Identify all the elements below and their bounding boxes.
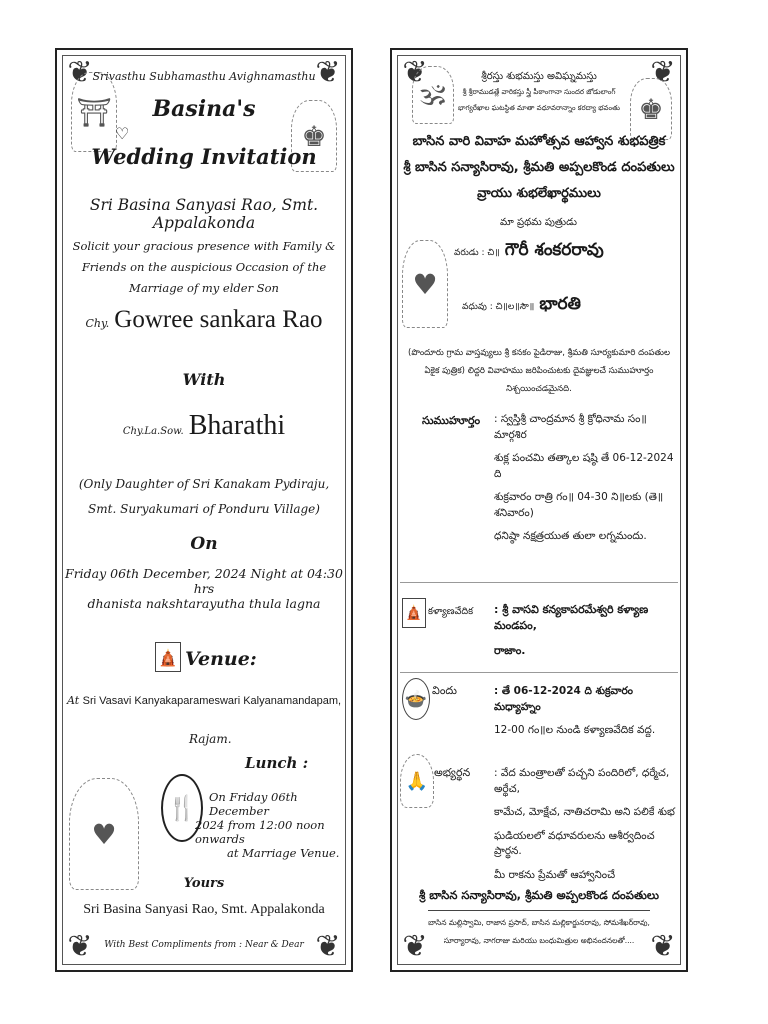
te-bride-name: భారతి	[539, 294, 581, 314]
te-verse2: భాగ్యరేఖాల ఘటస్థిత మాతా వధూవరాన్నాం కరద్యా భవంతు	[458, 104, 620, 112]
bride-line	[57, 410, 351, 442]
te-muhurtham-line4: ధనిష్ఠా నక్షత్రయుత తులా లగ్నమందు.	[494, 530, 647, 542]
ornament-corner-icon: ❦	[650, 55, 676, 90]
te-bride-line	[462, 294, 581, 318]
english-invitation-card	[55, 48, 353, 972]
te-invite-label: అభ్యర్థన	[434, 766, 471, 779]
te-venue-line1: : శ్రీ వాసవి కన్యకాపరమేశ్వరి కళ్యాణ మండపం,	[494, 603, 649, 632]
groom-line	[57, 306, 351, 334]
ornament-corner-icon: ❦	[402, 929, 428, 964]
heart-icon: ♡	[115, 124, 130, 143]
te-invite-line4: మీ రాకను ప్రేమతో ఆహ్వానించే	[494, 868, 616, 881]
te-venue-label: కళ్యాణవేదిక	[428, 606, 474, 617]
venue-name: Sri Vasavi Kanyakaparameswari Kalyanamandapam,	[82, 695, 342, 707]
te-muhurtham-line1: : స్వస్తిశ్రీ చాంద్రమాన శ్రీ క్రోధినామ సం॥ మార్గశిర	[494, 413, 647, 441]
title-line2: Wedding Invitation	[91, 144, 317, 169]
te-muhurtham-line3: శుక్రవారం రాత్రి గం॥ 04-30 ని॥లకు (తె॥ శనివారం)	[494, 491, 664, 519]
te-invite-line3: ఘడియలలో వధూవరులను ఆశీర్వదించ ప్రార్థన.	[494, 829, 655, 857]
with-text: With	[182, 370, 226, 389]
divider	[400, 672, 678, 673]
lunch-heading: Lunch :	[245, 754, 309, 772]
te-heading2: శ్రీ బాసిన సన్యాసిరావు, శ్రీమతి అప్పలకొండ దంపతులు	[403, 160, 675, 175]
lunch-line2: 2024 from 12:00 noon onwards	[195, 818, 325, 846]
solicit-text: Solicit your gracious presence with Family & Friends on the auspicious Occasion of the Marriage of my elder Son	[72, 239, 336, 295]
fork-clock-icon: 🍴	[161, 774, 203, 842]
te-muhurtham-block	[494, 412, 678, 545]
lunch-line1: On Friday 06th December	[209, 790, 298, 818]
divider	[400, 582, 678, 583]
te-eldest-son: మా ప్రథమ పుత్రుడు	[500, 217, 577, 228]
ornament-corner-icon: ❦	[650, 929, 676, 964]
lagna-line: dhanista nakshtarayutha thula lagna	[87, 596, 321, 611]
date-line: Friday 06th December, 2024 Night at 04:30 hrs	[65, 566, 343, 596]
ornament-corner-icon: ❦	[67, 55, 93, 90]
te-relatives-line2: సూర్యారావు, నాగరాజు మరియు బంధుమిత్రుల అభినందనలతో....	[443, 936, 635, 945]
lunch-line3: at Marriage Venue.	[227, 846, 340, 860]
venue-place: Rajam.	[189, 732, 232, 746]
temple-icon: 🛕	[155, 642, 181, 672]
venue-prefix: At	[66, 694, 80, 707]
te-groom-prefix: వరుడు : చి॥	[454, 248, 500, 258]
te-heading3: వ్రాయు శుభలేఖార్థములు	[477, 186, 601, 201]
telugu-invitation-card	[390, 48, 688, 972]
te-muhurtham-label: సుముహూర్తం	[422, 414, 481, 427]
te-relatives-line1: బాసిన మల్లిస్వామి, రాజాన ప్రసాద్, బాసిన మల్లికార్జునరావు, సోమశేఖర్‌రావు,	[428, 918, 650, 927]
venue-heading: Venue:	[185, 648, 257, 670]
title-line1: Basina's	[152, 96, 256, 122]
blessing-text: Srivasthu Subhamasthu Avighnamasthu	[92, 70, 316, 83]
bride-name: Bharathi	[188, 410, 286, 441]
deity-temple-icon: ⛩	[71, 72, 117, 152]
groom-name: Gowree sankara Rao	[114, 306, 323, 333]
te-feast-label: విందు	[432, 684, 457, 697]
te-venue-block	[494, 602, 680, 659]
ornament-corner-icon: ❦	[67, 929, 93, 964]
te-blessing: శ్రీరస్తు శుభమస్తు అవిఘ్నమస్తు	[481, 71, 597, 82]
wedding-couple-illustration: ♥	[69, 778, 139, 890]
te-signature: శ్రీ బాసిన సన్యాసిరావు, శ్రీమతి అప్పలకొండ దంపతులు	[418, 888, 660, 902]
te-invite-line1: : వేద మంత్రాలతో పచ్చని పందిరిలో, ధర్మేచ, అర్థేచ,	[494, 767, 670, 795]
compliments-text: With Best Compliments from : Near & Dear	[104, 940, 304, 950]
te-venue-line2: రాజాం.	[494, 644, 526, 657]
te-invite-line2: కామేచ, మోక్షేచ, నాతిచరామి అని పలికే శుభ	[494, 806, 675, 818]
te-feast-block	[494, 684, 680, 739]
deity-couple-icon: ♚	[630, 78, 672, 140]
yours-text: Yours	[183, 876, 225, 891]
bride-parents: (Only Daughter of Sri Kanakam Pydiraju, Smt. Suryakumari of Ponduru Village)	[78, 477, 330, 516]
ganesha-icon: 🕉	[412, 66, 454, 124]
couple-illustration: ♥	[402, 240, 448, 328]
te-heading1: బాసిన వారి వివాహ మహోత్సవ ఆహ్వాన శుభపత్రిక	[412, 134, 666, 149]
groom-prefix: Chy.	[85, 317, 110, 330]
feast-icon: 🍲	[402, 678, 430, 720]
hosts-name: Sri Basina Sanyasi Rao, Smt. Appalakonda	[89, 196, 319, 232]
namaste-icon: 🙏	[400, 754, 434, 808]
te-muhurtham-line2: శుక్ల పంచమి తత్కాల షష్ఠి తే 06-12-2024 ది	[494, 452, 674, 480]
divine-couple-icon: ♚	[291, 100, 337, 172]
te-feast-line1: : తే 06-12-2024 ది శుక్రవారం మధ్యాహ్నం	[494, 685, 634, 713]
venue-line	[57, 694, 351, 707]
ornament-corner-icon: ❦	[315, 929, 341, 964]
bride-prefix: Chy.La.Sow.	[122, 426, 184, 437]
te-bride-parents: (పొందూరు గ్రామ వాస్తవ్యులు శ్రీ కనకం పైడిరాజు, శ్రీమతి సూర్యకుమారి దంపతుల ఏకైక పుత్రిక) లిద్దరి వివాహము జరిపించుటకు దైవజ్ఞులచే సుముహూర్తం నిశ్చయించడమైనది.	[408, 348, 670, 394]
te-verse1: శ్రీ శ్రీరాముడత్లే వారికస్తు స్త్రీ పీఠాంగానా సుందర జోడులాంగ్	[462, 88, 616, 96]
te-bride-prefix: వధువు : చి॥ల॥సౌ॥	[462, 302, 535, 312]
te-groom-line	[454, 240, 604, 264]
te-groom-name: గౌరీ శంకరరావు	[504, 240, 604, 260]
ornament-corner-icon: ❦	[402, 55, 428, 90]
ornament-corner-icon: ❦	[315, 55, 341, 90]
te-invite-block	[494, 766, 680, 883]
divider	[428, 910, 650, 911]
temple-icon: 🛕	[402, 598, 426, 628]
on-text: On	[190, 534, 218, 554]
te-feast-line2: 12-00 గం॥ల నుండి కళ్యాణవేదిక వద్ద.	[494, 724, 656, 736]
signature: Sri Basina Sanyasi Rao, Smt. Appalakonda	[83, 902, 325, 917]
